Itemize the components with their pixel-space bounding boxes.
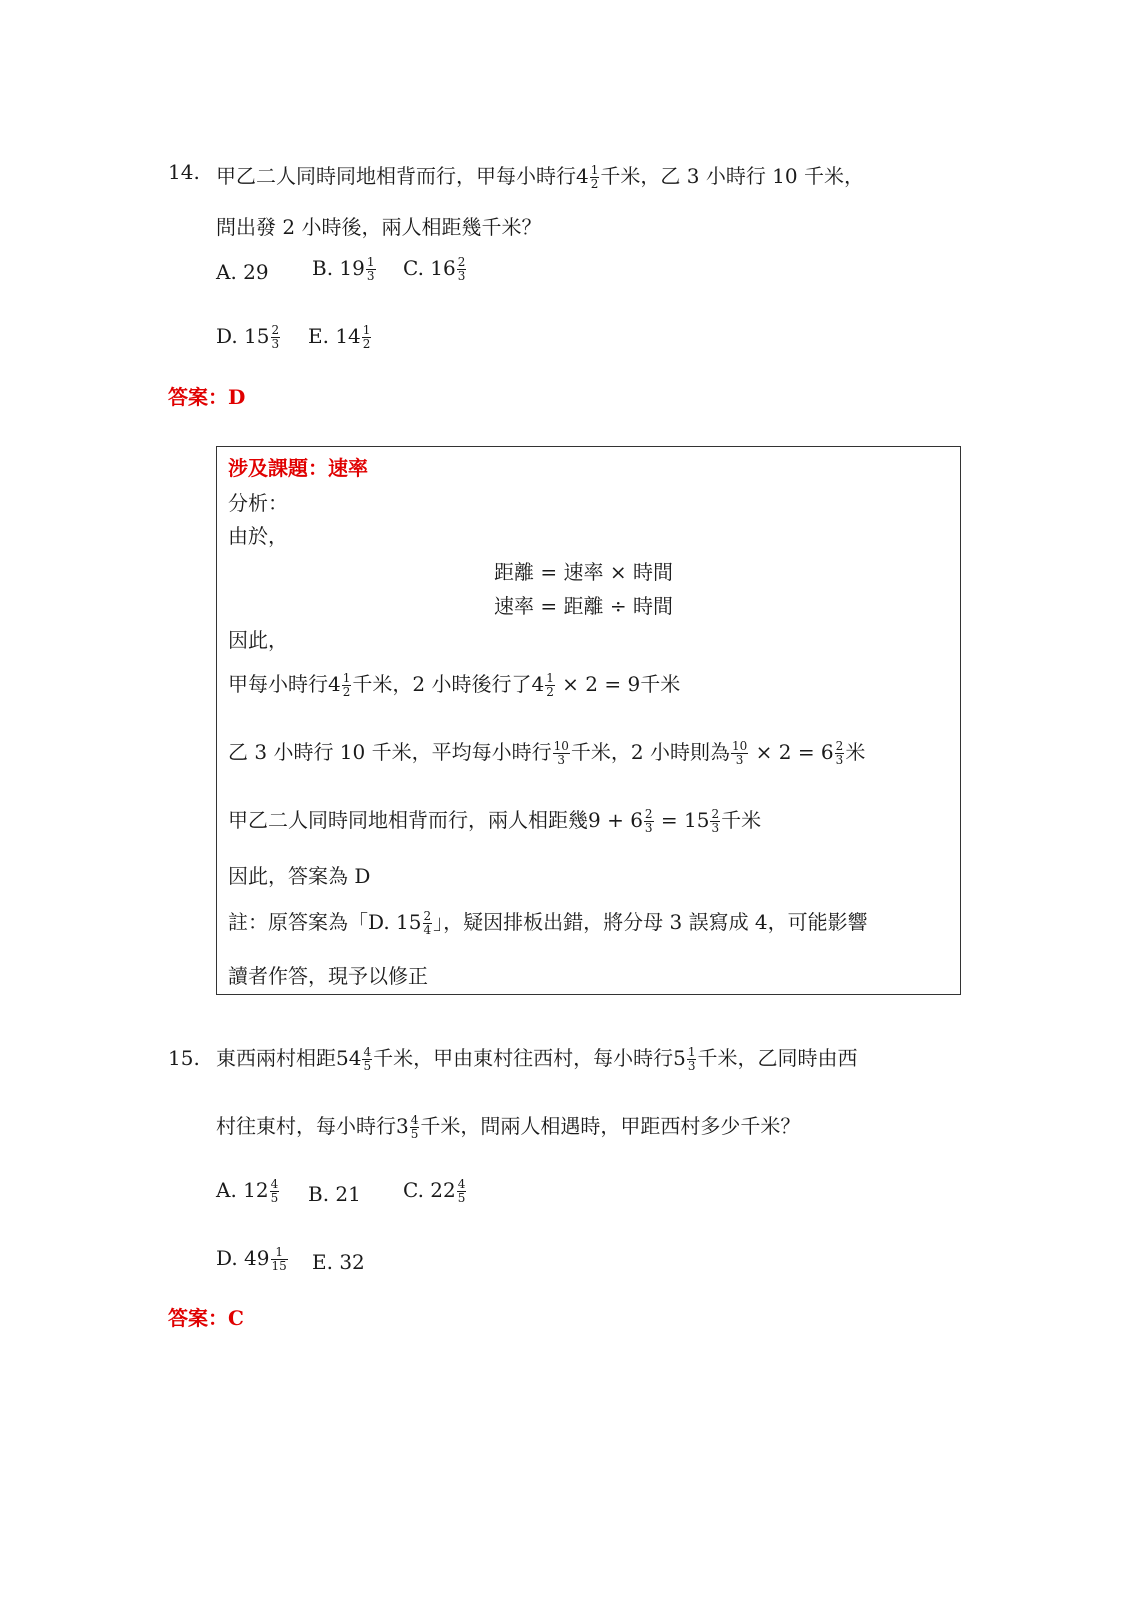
option-c: C. 16 $\frac{2}{3}$ xyxy=(403,255,466,283)
option-e: E. 14 $\frac{1}{2}$ xyxy=(308,323,371,351)
analysis-therefore: 因此， xyxy=(228,628,288,652)
question-14-line1: 甲乙二人同時同地相背而行，甲每小時行4 $\frac{1}{2}$ 千米，乙 3 小時行 10 千米， xyxy=(216,163,864,191)
question-15-number: 15. xyxy=(168,1046,200,1070)
analysis-topic: 涉及課題：速率 xyxy=(228,456,368,480)
option-e-15: E. 32 xyxy=(312,1250,365,1274)
option-b-15: B. 21 xyxy=(308,1182,361,1206)
question-14-number: 14. xyxy=(168,160,200,184)
option-d-15: D. 49 $\frac{1}{15}$ xyxy=(216,1245,287,1273)
option-a-15: A. 12 $\frac{4}{5}$ xyxy=(216,1177,279,1205)
analysis-label: 分析： xyxy=(228,491,288,515)
option-b: B. 19 $\frac{1}{3}$ xyxy=(312,255,375,283)
formula-distance: 距離 = 速率 × 時間 xyxy=(494,560,673,584)
analysis-step-3: 甲乙二人同時同地相背而行，兩人相距幾9 + 6 $\frac{2}{3}$ = 15 $\frac{2}{3}$ 千米 xyxy=(228,807,762,835)
analysis-step-1: 甲每小時行4 $\frac{1}{2}$ 千米，2 小時後行了4 $\frac{1}{2}$ × 2 = 9千米 xyxy=(228,671,681,699)
option-c-15: C. 22 $\frac{4}{5}$ xyxy=(403,1177,466,1205)
option-d: D. 15 $\frac{2}{3}$ xyxy=(216,323,280,351)
analysis-since: 由於， xyxy=(228,524,288,548)
analysis-note-cont: 讀者作答，現予以修正 xyxy=(228,964,428,988)
analysis-note: 註：原答案為「D. 15 $\frac{2}{4}$ 」，疑因排板出錯，將分母 3 誤寫成 4，可能影響 xyxy=(228,909,868,937)
answer-14: 答案：D xyxy=(168,385,246,409)
question-15-line1: 東西兩村相距54 $\frac{4}{5}$ 千米，甲由東村往西村，每小時行5 $\frac{1}{3}$ 千米，乙同時由西 xyxy=(216,1045,858,1073)
option-a: A. 29 xyxy=(216,260,269,284)
analysis-conclusion: 因此，答案為 D xyxy=(228,864,371,888)
question-15-line2: 村往東村，每小時行3 $\frac{4}{5}$ 千米，問兩人相遇時，甲距西村多少千米？ xyxy=(216,1113,801,1141)
question-14-line2: 問出發 2 小時後，兩人相距幾千米？ xyxy=(216,215,542,239)
answer-15: 答案：C xyxy=(168,1306,244,1330)
analysis-step-2: 乙 3 小時行 10 千米，平均每小時行 $\frac{10}{3}$ 千米，2 小時則為 $\frac{10}{3}$ × 2 = 6 $\frac{2}{3}$ 米 xyxy=(228,739,866,767)
fraction: $\frac{1}{2}$ xyxy=(590,163,599,191)
formula-speed: 速率 = 距離 ÷ 時間 xyxy=(494,594,673,618)
